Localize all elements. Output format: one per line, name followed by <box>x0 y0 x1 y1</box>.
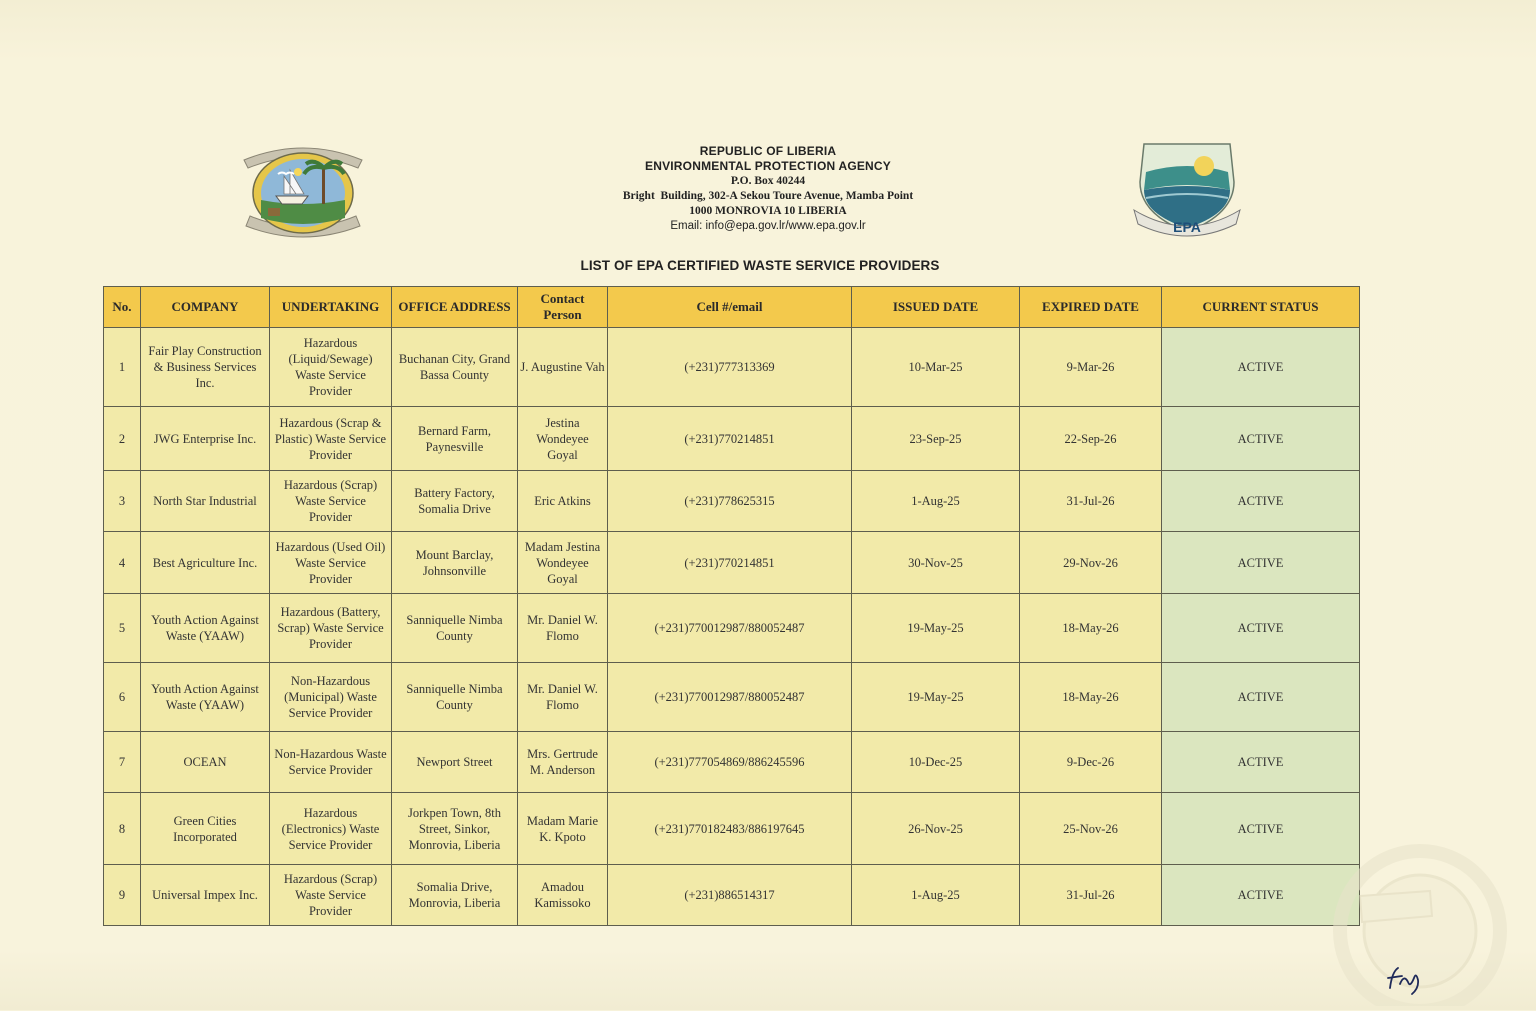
cell-status: ACTIVE <box>1162 532 1360 594</box>
table-row <box>104 407 1360 471</box>
cell-phone: (+231)770012987/880052487 <box>608 663 852 732</box>
cell-issued-date: 10-Mar-25 <box>852 328 1020 407</box>
cell-expired-date: 9-Dec-26 <box>1020 732 1162 793</box>
table-row <box>104 328 1360 407</box>
cell-expired-date: 18-May-26 <box>1020 594 1162 663</box>
cell-phone: (+231)770012987/880052487 <box>608 594 852 663</box>
cell-expired-date: 31-Jul-26 <box>1020 865 1162 926</box>
cell-company: Best Agriculture Inc. <box>141 532 270 594</box>
epa-logo <box>1132 132 1242 242</box>
epa-logo-text: EPA <box>1173 219 1201 235</box>
providers-table <box>103 286 1360 926</box>
cell-contact-person: Eric Atkins <box>518 471 608 532</box>
cell-undertaking: Hazardous (Scrap) Waste Service Provider <box>270 865 392 926</box>
cell-phone: (+231)777313369 <box>608 328 852 407</box>
cell-issued-date: 19-May-25 <box>852 594 1020 663</box>
cell-issued-date: 19-May-25 <box>852 663 1020 732</box>
letterhead-country: REPUBLIC OF LIBERIA <box>699 144 837 158</box>
cell-office-address: Newport Street <box>392 732 518 793</box>
table-row <box>104 663 1360 732</box>
cell-undertaking: Non-Hazardous Waste Service Provider <box>270 732 392 793</box>
cell-no: 9 <box>104 865 141 926</box>
cell-issued-date: 1-Aug-25 <box>852 471 1020 532</box>
cell-phone: (+231)770214851 <box>608 407 852 471</box>
header-no: No. <box>104 287 141 328</box>
cell-company: Youth Action Against Waste (YAAW) <box>141 663 270 732</box>
handwritten-initials <box>1380 958 1430 998</box>
cell-undertaking: Hazardous (Battery, Scrap) Waste Service Provider <box>270 594 392 663</box>
cell-issued-date: 23-Sep-25 <box>852 407 1020 471</box>
document-title: LIST OF EPA CERTIFIED WASTE SERVICE PROVIDERS <box>580 258 940 273</box>
table-row <box>104 732 1360 793</box>
cell-status: ACTIVE <box>1162 594 1360 663</box>
cell-expired-date: 9-Mar-26 <box>1020 328 1162 407</box>
cell-office-address: Bernard Farm, Paynesville <box>392 407 518 471</box>
table-row <box>104 865 1360 926</box>
cell-no: 5 <box>104 594 141 663</box>
cell-company: Universal Impex Inc. <box>141 865 270 926</box>
cell-phone: (+231)770214851 <box>608 532 852 594</box>
cell-office-address: Mount Barclay, Johnsonville <box>392 532 518 594</box>
cell-contact-person: Amadou Kamissoko <box>518 865 608 926</box>
header-company: COMPANY <box>141 287 270 328</box>
cell-phone: (+231)770182483/886197645 <box>608 793 852 865</box>
cell-expired-date: 29-Nov-26 <box>1020 532 1162 594</box>
letterhead <box>560 144 976 234</box>
cell-company: North Star Industrial <box>141 471 270 532</box>
header-undertaking: UNDERTAKING <box>270 287 392 328</box>
cell-expired-date: 18-May-26 <box>1020 663 1162 732</box>
cell-office-address: Sanniquelle Nimba County <box>392 663 518 732</box>
header-expired-date: EXPIRED DATE <box>1020 287 1162 328</box>
cell-contact-person: Jestina Wondeyee Goyal <box>518 407 608 471</box>
cell-company: Youth Action Against Waste (YAAW) <box>141 594 270 663</box>
cell-status: ACTIVE <box>1162 732 1360 793</box>
cell-no: 8 <box>104 793 141 865</box>
table-header-row <box>104 287 1360 328</box>
letterhead-city: 1000 MONROVIA 10 LIBERIA <box>689 205 847 217</box>
cell-office-address: Battery Factory, Somalia Drive <box>392 471 518 532</box>
cell-phone: (+231)777054869/886245596 <box>608 732 852 793</box>
header-cell-email: Cell #/email <box>608 287 852 328</box>
header-current-status: CURRENT STATUS <box>1162 287 1360 328</box>
cell-phone: (+231)886514317 <box>608 865 852 926</box>
cell-undertaking: Hazardous (Electronics) Waste Service Provider <box>270 793 392 865</box>
cell-status: ACTIVE <box>1162 865 1360 926</box>
liberia-coat-of-arms-seal <box>238 138 368 238</box>
cell-contact-person: Mr. Daniel W. Flomo <box>518 594 608 663</box>
letterhead-address: Bright Building, 302-A Sekou Toure Avenue, Mamba Point <box>622 190 914 202</box>
cell-company: OCEAN <box>141 732 270 793</box>
cell-no: 1 <box>104 328 141 407</box>
letterhead-agency: ENVIRONMENTAL PROTECTION AGENCY <box>645 159 891 173</box>
cell-office-address: Jorkpen Town, 8th Street, Sinkor, Monrovia, Liberia <box>392 793 518 865</box>
cell-status: ACTIVE <box>1162 471 1360 532</box>
cell-no: 3 <box>104 471 141 532</box>
cell-issued-date: 1-Aug-25 <box>852 865 1020 926</box>
header-contact-person: Contact Person <box>518 287 608 328</box>
cell-expired-date: 31-Jul-26 <box>1020 471 1162 532</box>
letterhead-email: Email: info@epa.gov.lr/www.epa.gov.lr <box>670 220 866 232</box>
header-issued-date: ISSUED DATE <box>852 287 1020 328</box>
cell-undertaking: Non-Hazardous (Municipal) Waste Service Provider <box>270 663 392 732</box>
table-row <box>104 793 1360 865</box>
cell-undertaking: Hazardous (Scrap & Plastic) Waste Service Provider <box>270 407 392 471</box>
cell-undertaking: Hazardous (Liquid/Sewage) Waste Service Provider <box>270 328 392 407</box>
cell-contact-person: Mr. Daniel W. Flomo <box>518 663 608 732</box>
cell-status: ACTIVE <box>1162 663 1360 732</box>
cell-contact-person: Madam Marie K. Kpoto <box>518 793 608 865</box>
cell-company: JWG Enterprise Inc. <box>141 407 270 471</box>
cell-undertaking: Hazardous (Scrap) Waste Service Provider <box>270 471 392 532</box>
cell-no: 4 <box>104 532 141 594</box>
cell-office-address: Somalia Drive, Monrovia, Liberia <box>392 865 518 926</box>
cell-expired-date: 25-Nov-26 <box>1020 793 1162 865</box>
cell-office-address: Sanniquelle Nimba County <box>392 594 518 663</box>
cell-phone: (+231)778625315 <box>608 471 852 532</box>
cell-no: 7 <box>104 732 141 793</box>
cell-contact-person: Madam Jestina Wondeyee Goyal <box>518 532 608 594</box>
cell-no: 6 <box>104 663 141 732</box>
cell-undertaking: Hazardous (Used Oil) Waste Service Provider <box>270 532 392 594</box>
table-row <box>104 594 1360 663</box>
table-row <box>104 471 1360 532</box>
cell-office-address: Buchanan City, Grand Bassa County <box>392 328 518 407</box>
cell-status: ACTIVE <box>1162 328 1360 407</box>
cell-issued-date: 10-Dec-25 <box>852 732 1020 793</box>
cell-contact-person: Mrs. Gertrude M. Anderson <box>518 732 608 793</box>
header-office-address: OFFICE ADDRESS <box>392 287 518 328</box>
table-row <box>104 532 1360 594</box>
cell-contact-person: J. Augustine Vah <box>518 328 608 407</box>
cell-issued-date: 30-Nov-25 <box>852 532 1020 594</box>
cell-status: ACTIVE <box>1162 793 1360 865</box>
cell-company: Green Cities Incorporated <box>141 793 270 865</box>
cell-issued-date: 26-Nov-25 <box>852 793 1020 865</box>
letterhead-pobox: P.O. Box 40244 <box>730 175 806 187</box>
cell-status: ACTIVE <box>1162 407 1360 471</box>
cell-no: 2 <box>104 407 141 471</box>
cell-expired-date: 22-Sep-26 <box>1020 407 1162 471</box>
cell-company: Fair Play Construction & Business Services Inc. <box>141 328 270 407</box>
